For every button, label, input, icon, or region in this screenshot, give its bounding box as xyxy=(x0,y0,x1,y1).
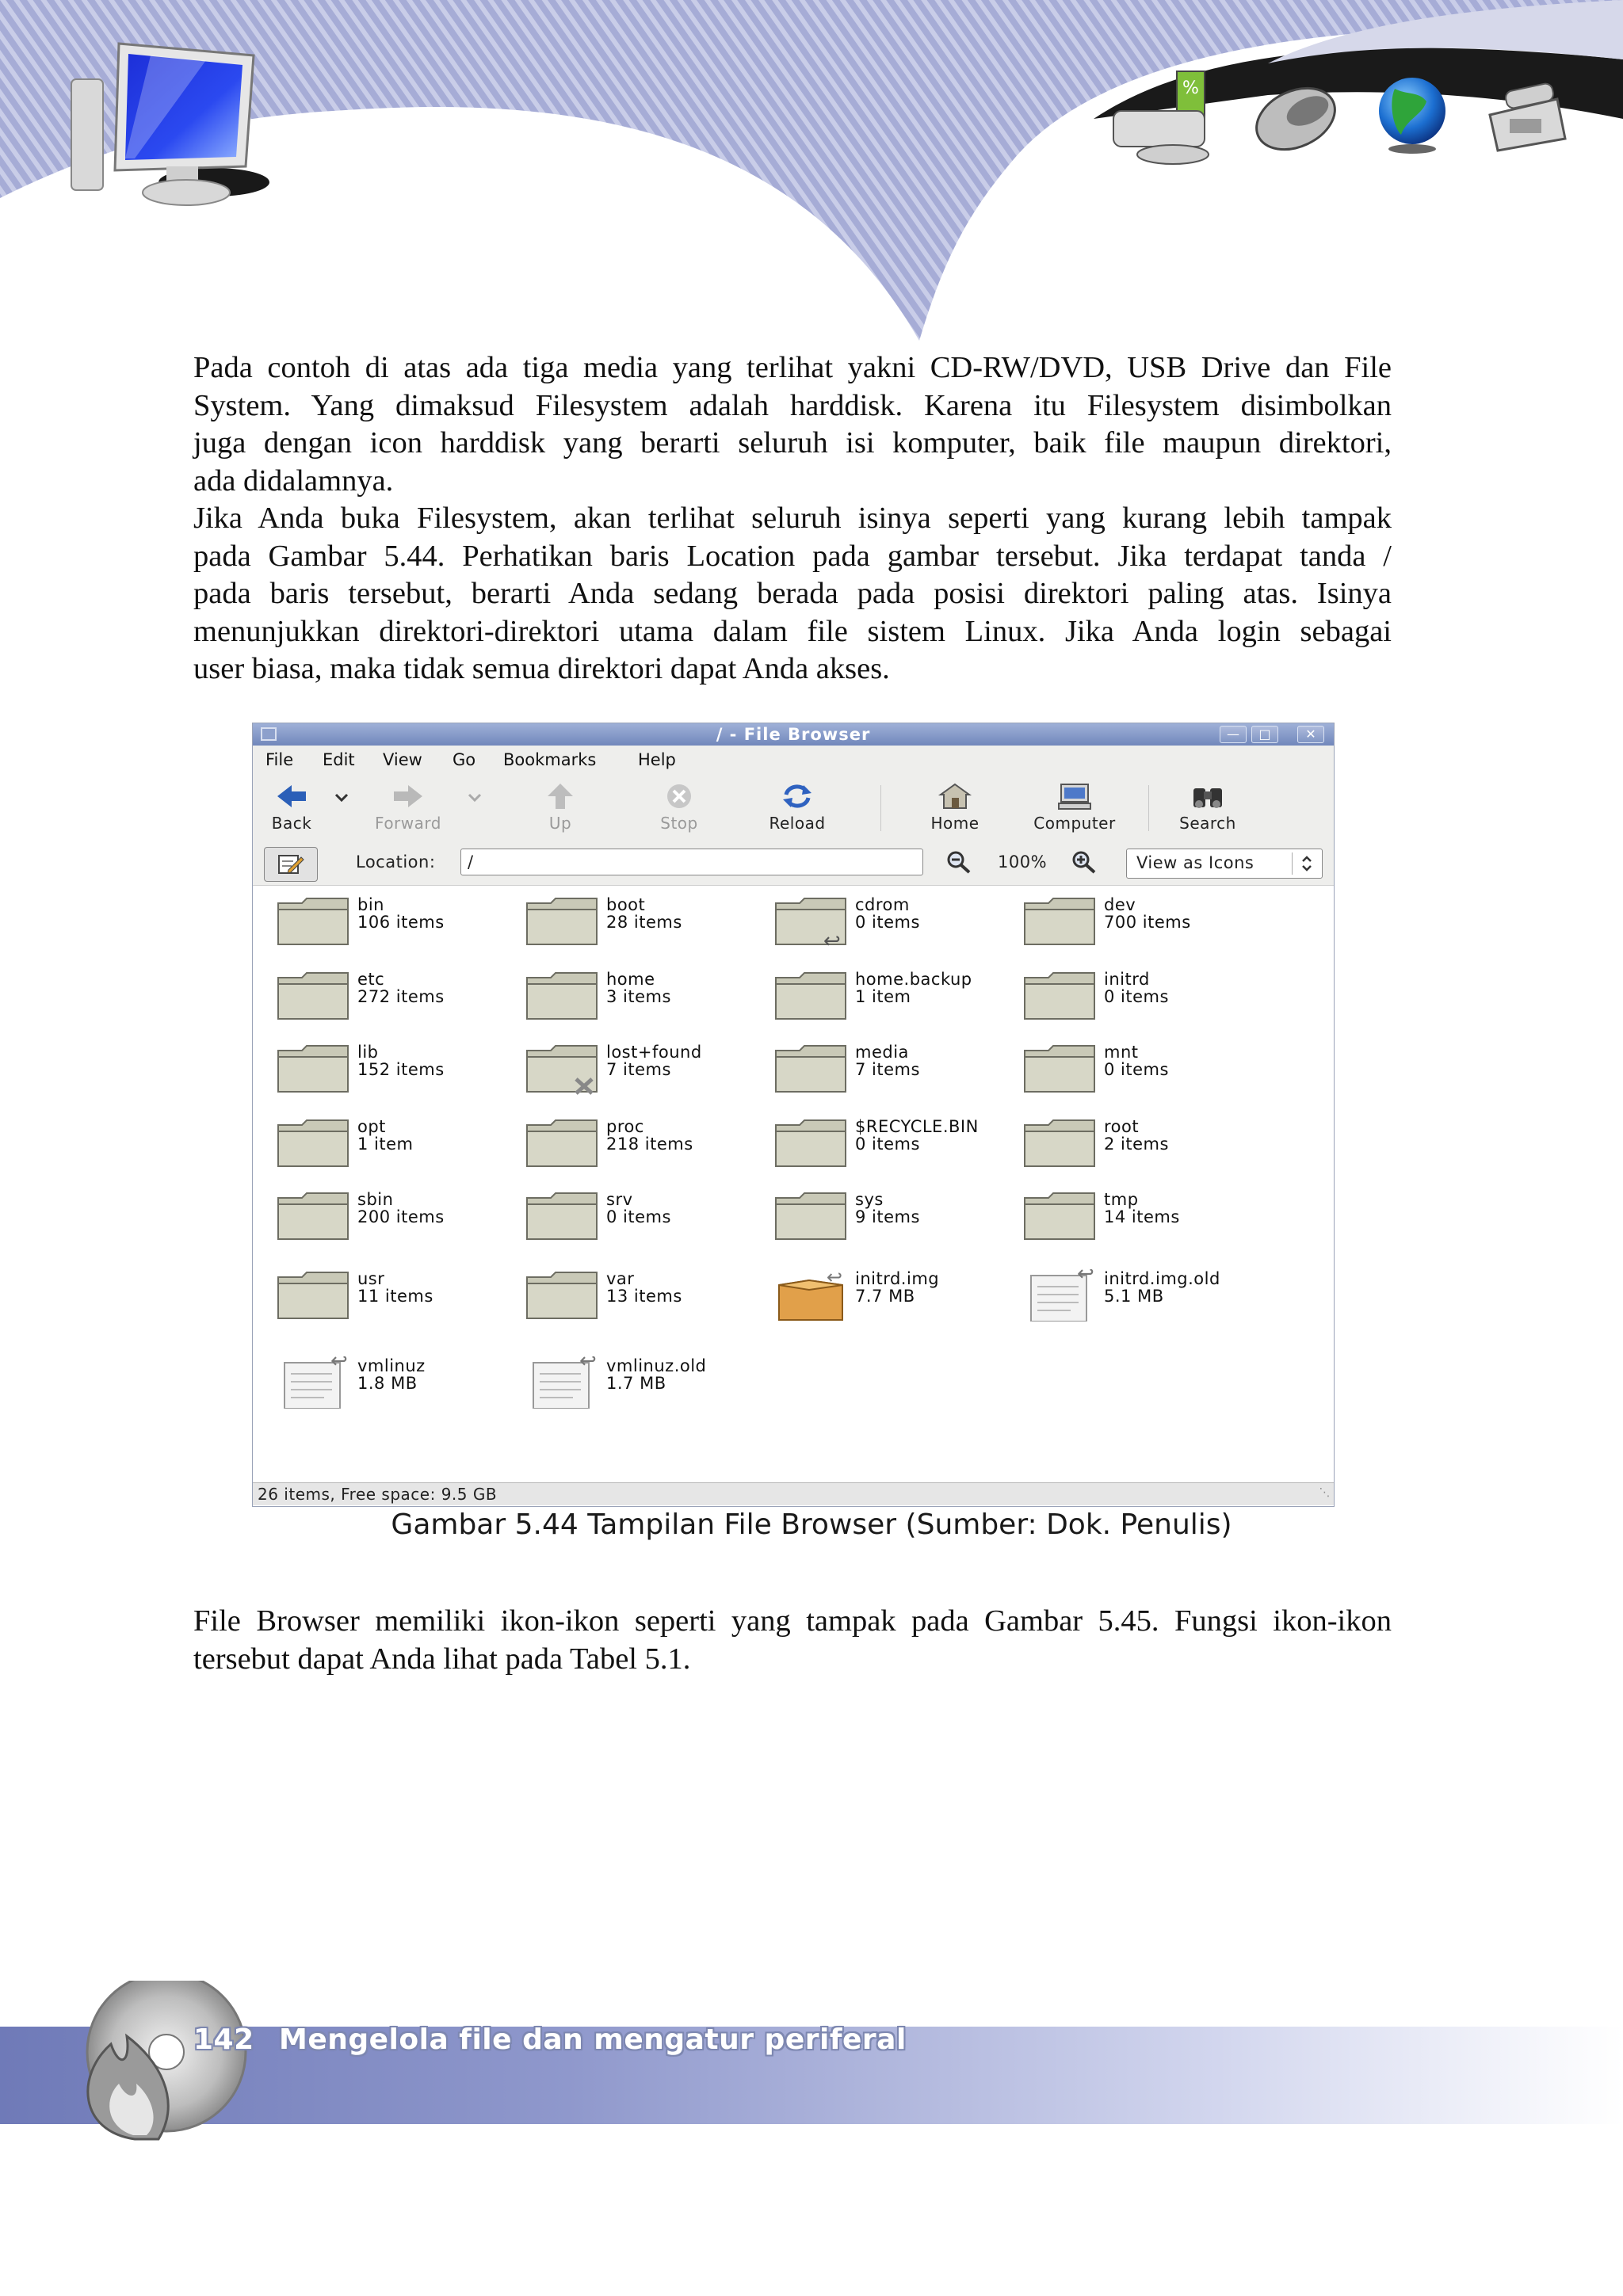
file-info: 0 items xyxy=(606,1207,671,1226)
file-info: 1 item xyxy=(357,1135,414,1154)
file-item[interactable] xyxy=(774,1188,1012,1252)
file-item[interactable] xyxy=(277,1188,514,1252)
file-item[interactable] xyxy=(277,1355,514,1418)
file-info: 2 items xyxy=(1104,1135,1169,1154)
text-line: Jika Anda buka Filesystem, akan terlihat seluruh isinya seperti yang kurang lebih tampak xyxy=(193,502,1392,535)
file-browser-window xyxy=(252,723,1335,1507)
file-info: 7 items xyxy=(606,1060,671,1079)
file-name: usr xyxy=(357,1269,385,1288)
up-button[interactable] xyxy=(522,774,598,839)
home-label: Home xyxy=(930,814,980,833)
folder-icon xyxy=(1023,1190,1096,1242)
file-name: initrd.img xyxy=(855,1269,940,1288)
reload-button[interactable] xyxy=(754,774,841,839)
maximize-button[interactable]: □ xyxy=(1251,726,1278,743)
header-decoration xyxy=(0,0,1623,364)
file-info: 3 items xyxy=(606,987,671,1006)
file-info: 106 items xyxy=(357,913,445,932)
window-title: / - File Browser xyxy=(716,725,871,744)
file-name: home xyxy=(606,970,655,989)
location-value: / xyxy=(468,852,474,871)
file-name: home.backup xyxy=(855,970,972,989)
svg-text:↩: ↩ xyxy=(823,929,841,948)
toggle-location-button[interactable] xyxy=(264,847,318,882)
document-file-icon xyxy=(277,1356,349,1409)
file-info: 0 items xyxy=(1104,1060,1169,1079)
file-item[interactable] xyxy=(277,1041,514,1104)
folder-icon xyxy=(1023,895,1096,948)
minimize-button[interactable]: — xyxy=(1220,726,1247,743)
file-name: dev xyxy=(1104,895,1136,914)
file-name: $RECYCLE.BIN xyxy=(855,1117,979,1136)
file-name: lib xyxy=(357,1043,379,1062)
file-item[interactable] xyxy=(525,894,763,957)
folder-icon xyxy=(277,1117,349,1169)
folder-icon xyxy=(525,1269,598,1322)
file-name: initrd xyxy=(1104,970,1150,989)
location-input[interactable] xyxy=(460,849,923,875)
text-line: juga dengan icon harddisk yang berarti seluruh isi komputer, baik file maupun direktori, xyxy=(193,426,1392,460)
file-name: sys xyxy=(855,1190,884,1209)
file-item[interactable] xyxy=(774,968,1012,1032)
file-info: 0 items xyxy=(1104,987,1169,1006)
file-item[interactable] xyxy=(774,894,1012,957)
text-line: pada baris tersebut, berarti Anda sedang berada pada posisi direktori paling atas. Isinya xyxy=(193,577,1392,610)
file-name: var xyxy=(606,1269,635,1288)
file-item[interactable] xyxy=(1023,1041,1261,1104)
file-item[interactable] xyxy=(525,968,763,1032)
file-name: bin xyxy=(357,895,384,914)
svg-text:↩: ↩ xyxy=(1077,1269,1094,1286)
folder-icon xyxy=(277,895,349,948)
file-name: opt xyxy=(357,1117,386,1136)
file-item[interactable] xyxy=(277,1268,514,1331)
file-name: tmp xyxy=(1104,1190,1139,1209)
reload-icon xyxy=(780,782,815,810)
file-name: lost+found xyxy=(606,1043,702,1062)
file-info: 0 items xyxy=(855,1135,920,1154)
forward-arrow-icon xyxy=(391,782,426,810)
resize-grip-icon[interactable]: ⋱ xyxy=(1319,1486,1331,1499)
folder-icon xyxy=(1023,1043,1096,1095)
chevron-down-icon xyxy=(334,791,349,803)
folder-icon xyxy=(525,1043,598,1095)
file-info: 14 items xyxy=(1104,1207,1180,1226)
stop-button[interactable] xyxy=(641,774,717,839)
file-info: 9 items xyxy=(855,1207,920,1226)
document-file-icon xyxy=(525,1356,598,1409)
file-info: 272 items xyxy=(357,987,445,1006)
file-info: 5.1 MB xyxy=(1104,1287,1164,1306)
file-name: media xyxy=(855,1043,909,1062)
file-info: 1.8 MB xyxy=(357,1374,418,1393)
forward-label: Forward xyxy=(375,814,441,833)
zoom-out-icon[interactable] xyxy=(945,850,972,874)
file-name: vmlinuz xyxy=(357,1356,426,1375)
text-line: File Browser memiliki ikon-ikon seperti yang tampak pada Gambar 5.45. Fungsi ikon-ikon xyxy=(193,1604,1392,1638)
file-info: 11 items xyxy=(357,1287,433,1306)
folder-icon xyxy=(774,1190,847,1242)
forward-history-dropdown[interactable] xyxy=(464,774,486,839)
stop-icon xyxy=(662,782,697,810)
file-item[interactable] xyxy=(1023,968,1261,1032)
file-item[interactable] xyxy=(525,1188,763,1252)
page-number: 142 xyxy=(193,2023,254,2056)
file-info: 152 items xyxy=(357,1060,445,1079)
file-info: 7.7 MB xyxy=(855,1287,915,1306)
home-icon xyxy=(938,782,972,810)
menu-help[interactable]: Help xyxy=(638,750,676,769)
toolbar-separator xyxy=(1148,785,1149,831)
folder-icon xyxy=(277,1269,349,1322)
file-info: 28 items xyxy=(606,913,682,932)
edit-location-icon xyxy=(277,852,304,876)
status-text: 26 items, Free space: 9.5 GB xyxy=(258,1485,498,1504)
svg-text:↩: ↩ xyxy=(827,1269,843,1288)
file-info: 0 items xyxy=(855,913,920,932)
text-line: Pada contoh di atas ada tiga media yang terlihat yakni CD-RW/DVD, USB Drive dan File xyxy=(193,351,1392,384)
up-label: Up xyxy=(548,814,572,833)
file-name: proc xyxy=(606,1117,644,1136)
paragraph-icons xyxy=(193,1603,1392,1678)
file-item[interactable] xyxy=(1023,1116,1261,1179)
stop-label: Stop xyxy=(660,814,698,833)
file-name: boot xyxy=(606,895,646,914)
folder-icon xyxy=(525,1117,598,1169)
zoom-level: 100% xyxy=(998,852,1048,871)
folder-icon xyxy=(277,1190,349,1242)
home-button[interactable] xyxy=(915,774,995,839)
back-history-dropdown[interactable] xyxy=(330,774,353,839)
file-item[interactable] xyxy=(1023,1188,1261,1252)
view-mode-value: View as Icons xyxy=(1136,853,1254,872)
chevron-down-icon xyxy=(467,791,483,803)
footer-decoration xyxy=(0,1981,1623,2155)
select-divider xyxy=(1292,852,1293,875)
toolbar-separator xyxy=(880,785,881,831)
paragraph-filesystem xyxy=(193,500,1392,688)
status-bar xyxy=(253,1482,1334,1505)
back-button[interactable] xyxy=(258,774,326,839)
forward-button[interactable] xyxy=(361,774,456,839)
title-bar xyxy=(253,723,1334,746)
text-line: pada Gambar 5.44. Perhatikan baris Location pada gambar tersebut. Jika terdapat tanda / xyxy=(193,539,1392,573)
svg-text:↩: ↩ xyxy=(330,1356,348,1373)
file-item[interactable] xyxy=(1023,894,1261,957)
view-mode-select[interactable] xyxy=(1126,849,1323,879)
location-bar xyxy=(253,839,1334,886)
text-line: menunjukkan direktori-direktori utama dalam file sistem Linux. Jika Anda login sebagai xyxy=(193,614,1392,648)
paragraph-media xyxy=(193,349,1392,500)
file-item[interactable] xyxy=(1023,1268,1261,1331)
file-item[interactable] xyxy=(277,1116,514,1179)
file-item[interactable] xyxy=(774,1268,1012,1331)
file-name: etc xyxy=(357,970,385,989)
folder-icon xyxy=(525,895,598,948)
folder-icon xyxy=(1023,970,1096,1022)
file-item[interactable] xyxy=(774,1116,1012,1179)
file-info: 218 items xyxy=(606,1135,693,1154)
menu-file[interactable]: File xyxy=(265,750,294,769)
zoom-in-icon[interactable] xyxy=(1071,850,1098,874)
file-info: 13 items xyxy=(606,1287,682,1306)
folder-icon xyxy=(525,1190,598,1242)
svg-text:↩: ↩ xyxy=(579,1356,597,1373)
file-name: mnt xyxy=(1104,1043,1139,1062)
file-info: 1 item xyxy=(855,987,911,1006)
toolbar xyxy=(253,774,1334,840)
file-name: srv xyxy=(606,1190,633,1209)
document-file-icon xyxy=(1023,1269,1096,1322)
up-arrow-icon xyxy=(543,782,578,810)
file-name: root xyxy=(1104,1117,1140,1136)
reload-label: Reload xyxy=(769,814,826,833)
folder-icon xyxy=(277,1043,349,1095)
file-name: initrd.img.old xyxy=(1104,1269,1220,1288)
folder-icon xyxy=(525,970,598,1022)
folder-icon xyxy=(277,970,349,1022)
file-info: 200 items xyxy=(357,1207,445,1226)
figure-caption: Gambar 5.44 Tampilan File Browser (Sumber: Dok. Penulis) xyxy=(391,1508,1232,1541)
menu-bar xyxy=(253,746,1334,774)
location-label: Location: xyxy=(356,852,436,871)
back-label: Back xyxy=(271,814,312,833)
file-name: vmlinuz.old xyxy=(606,1356,707,1375)
folder-icon xyxy=(774,895,847,948)
folder-icon xyxy=(774,970,847,1022)
file-item[interactable] xyxy=(525,1116,763,1179)
menu-edit[interactable]: Edit xyxy=(323,750,355,769)
up-down-arrows-icon xyxy=(1300,855,1314,872)
file-info: 1.7 MB xyxy=(606,1374,666,1393)
svg-text:%: % xyxy=(1182,78,1199,98)
text-line: user biasa, maka tidak semua direktori dapat Anda akses. xyxy=(193,652,890,685)
text-line: tersebut dapat Anda lihat pada Tabel 5.1. xyxy=(193,1642,691,1676)
menu-go[interactable]: Go xyxy=(453,750,476,769)
file-icon-view xyxy=(253,886,1334,1482)
file-item[interactable] xyxy=(277,968,514,1032)
file-name: sbin xyxy=(357,1190,394,1209)
file-info: 7 items xyxy=(855,1060,920,1079)
chapter-title: Mengelola file dan mengatur periferal xyxy=(279,2023,907,2056)
globe-icon xyxy=(1379,78,1445,154)
file-item[interactable] xyxy=(525,1041,763,1104)
file-item[interactable] xyxy=(525,1355,763,1418)
archive-file-icon xyxy=(774,1269,847,1322)
folder-icon xyxy=(1023,1117,1096,1169)
computer-label: Computer xyxy=(1033,814,1116,833)
text-line: ada didalamnya. xyxy=(193,463,394,498)
file-info: 700 items xyxy=(1104,913,1191,932)
folder-icon xyxy=(774,1043,847,1095)
menu-bookmarks[interactable]: Bookmarks xyxy=(503,750,597,769)
folder-icon xyxy=(774,1117,847,1169)
menu-view[interactable]: View xyxy=(383,750,422,769)
computer-button[interactable] xyxy=(1015,774,1134,839)
file-item[interactable] xyxy=(525,1268,763,1331)
file-item[interactable] xyxy=(277,894,514,957)
back-arrow-icon xyxy=(274,782,309,810)
search-button[interactable] xyxy=(1164,774,1251,839)
search-label: Search xyxy=(1179,814,1236,833)
close-button[interactable]: ✕ xyxy=(1297,726,1324,743)
file-name: cdrom xyxy=(855,895,910,914)
file-item[interactable] xyxy=(774,1041,1012,1104)
binoculars-icon xyxy=(1190,782,1225,810)
computer-icon xyxy=(1057,782,1092,810)
text-line: System. Yang dimaksud Filesystem adalah harddisk. Karena itu Filesystem disimbolkan xyxy=(193,388,1392,422)
